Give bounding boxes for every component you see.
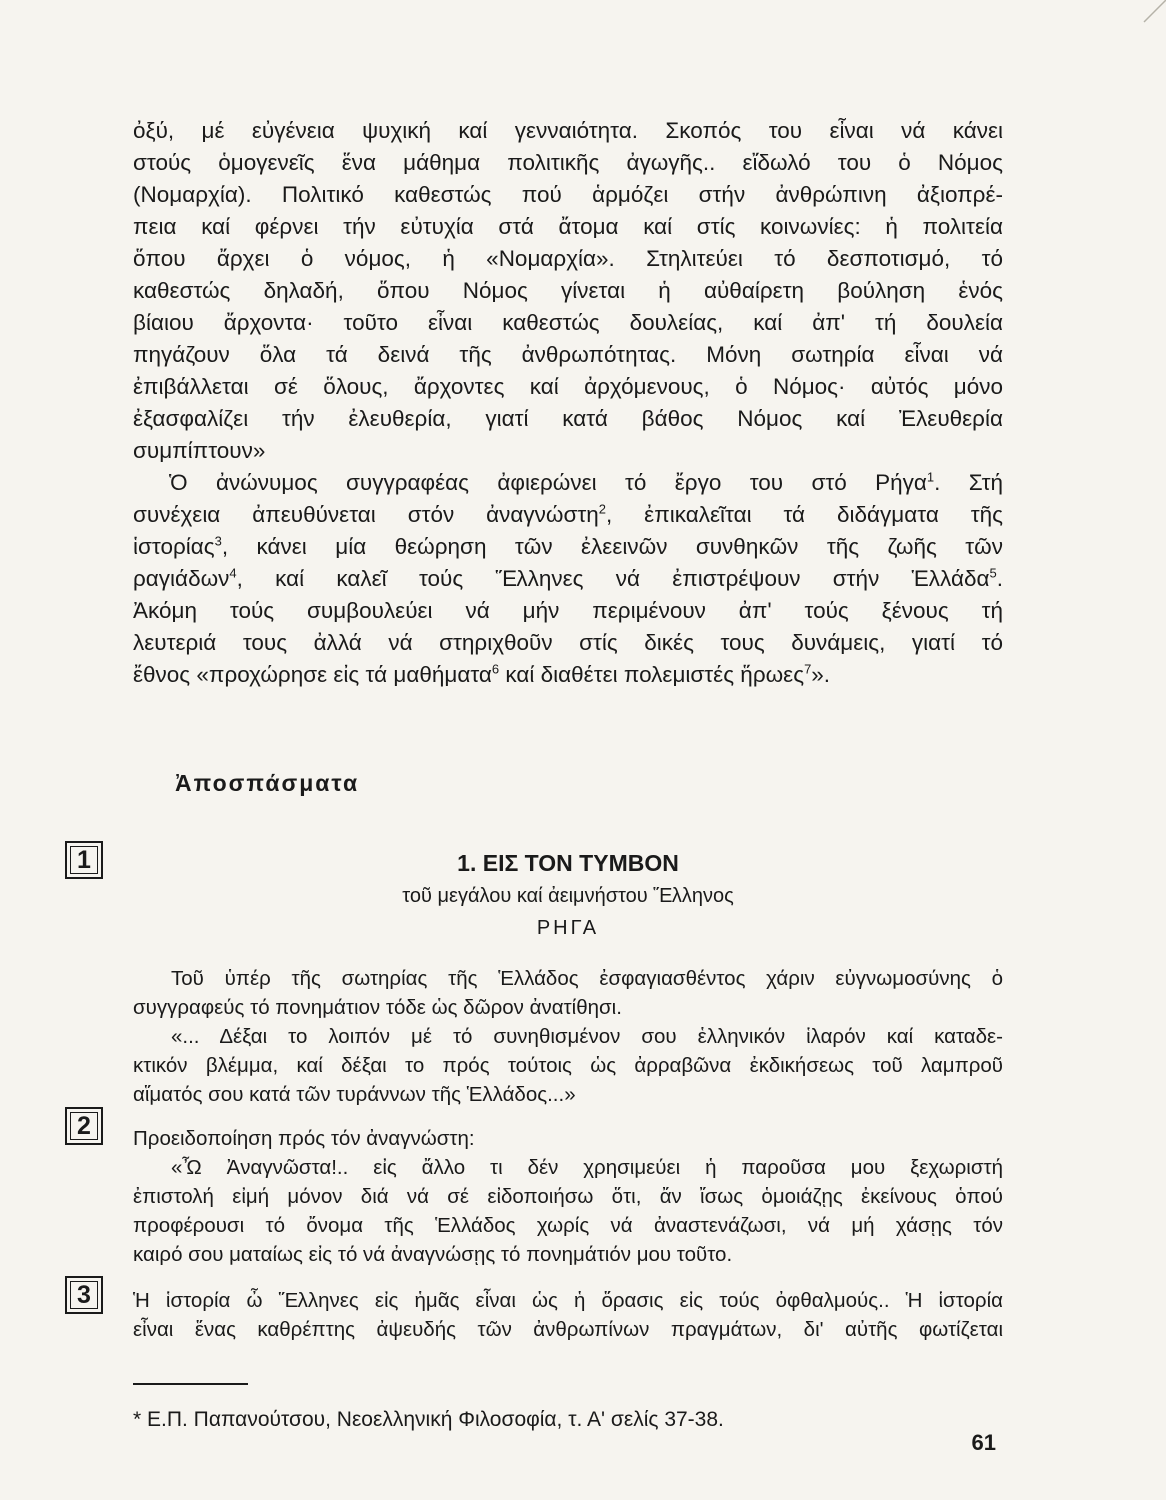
text-line: Ἀκόμη τούς συμβουλεύει νά μήν περιμένουν ἀπ' τούς ξένους τή xyxy=(133,598,1003,623)
text-run: ἔθνος «προχώρησε εἰς τά μαθήματα xyxy=(133,662,492,687)
text-line: πεια καί φέρνει τήν εὐτυχία στά ἄτομα καί στίς κοινωνίες: ἡ πολιτεία xyxy=(133,214,1003,239)
text-line: καθεστώς δηλαδή, ὅπου Νόμος γίνεται ἡ αὐθαίρετη βούληση ἑνός xyxy=(133,278,1003,303)
text-line: αἵματός σου κατά τῶν τυράννων τῆς Ἑλλάδος...» xyxy=(133,1083,576,1106)
excerpt-2 xyxy=(133,1124,1003,1269)
footnote-ref: 3 xyxy=(214,533,222,549)
text-line: Προειδοποίηση πρός τόν ἀναγνώστη: xyxy=(133,1127,475,1150)
excerpt-1 xyxy=(133,964,1003,1109)
text-line: κτικόν βλέμμα, καί δέξαι το πρός τούτοις ὡς ἀρραβῶνα ἐκδικήσεως τοῦ λαμπροῦ xyxy=(133,1054,1003,1077)
text-line: στούς ὁμογενεῖς ἕνα μάθημα πολιτικῆς ἀγωγῆς.. εἴδωλό του ὁ Νόμος xyxy=(133,150,1003,175)
excerpt-number-box xyxy=(65,1107,103,1145)
excerpt-3 xyxy=(133,1286,1003,1344)
text-run: . Στή xyxy=(934,470,1003,495)
box-number: 2 xyxy=(77,1111,91,1140)
text-run: ». xyxy=(811,662,831,687)
text-run: συνέχεια ἀπευθύνεται στόν ἀναγνώστη xyxy=(133,502,599,527)
text-line xyxy=(133,467,1003,499)
excerpt-dedicatee: ΡΗΓΑ xyxy=(536,917,600,939)
excerpt-number-box xyxy=(65,1276,103,1314)
excerpt-title: 1. ΕΙΣ ΤΟΝ ΤΥΜΒΟΝ xyxy=(457,850,679,876)
text-line: ἐπιστολή εἰμή μόνον διά νά σέ εἰδοποιήσω ὅτι, ἄν ἴσως ὁμοιάζῃς ἐκείνους ὁπού xyxy=(133,1185,1003,1208)
footnote-ref: 1 xyxy=(926,469,935,485)
text-run: , ἐπικαλεῖται τά διδάγματα τῆς xyxy=(606,502,1004,527)
text-line: ἐπιβάλλεται σέ ὅλους, ἄρχοντες καί ἀρχόμενους, ὁ Νόμος· αὐτός μόνο xyxy=(133,374,1003,399)
text-line xyxy=(133,531,1003,563)
text-line: συμπίπτουν» xyxy=(133,438,266,463)
footnote-ref: 2 xyxy=(598,501,607,517)
footnote-divider xyxy=(133,1383,248,1385)
text-line: Τοῦ ὑπέρ τῆς σωτηρίας τῆς Ἑλλάδος ἐσφαγιασθέντος χάριν εὐγνωμοσύνης ὁ xyxy=(171,967,1003,990)
box-number: 1 xyxy=(77,845,91,874)
excerpt-number-box xyxy=(65,841,103,879)
text-line: «... Δέξαι το λοιπόν μέ τό συνηθισμένον σου ἑλληνικόν ἱλαρόν καί καταδε- xyxy=(171,1025,1003,1048)
footnote-ref: 6 xyxy=(491,661,500,677)
text-line: ἐξασφαλίζει τήν ἐλευθερία, γιατί κατά βάθος Νόμος καί Ἐλευθερία xyxy=(133,406,1003,431)
text-run: ραγιάδων xyxy=(133,566,230,591)
text-line: βίαιου ἄρχοντα· τοῦτο εἶναι καθεστώς δουλείας, καί ἀπ' τή δουλεία xyxy=(133,310,1003,335)
text-line: πηγάζουν ὅλα τά δεινά τῆς ἀνθρωπότητας. Μόνη σωτηρία εἶναι νά xyxy=(133,342,1003,367)
text-run: , καί καλεῖ τούς Ἕλληνες νά ἐπιστρέψουν στήν Ἑλλάδα xyxy=(236,566,990,591)
section-heading: Ἀποσπάσματα xyxy=(175,770,360,796)
footnote-ref: 4 xyxy=(229,565,237,581)
footnote-ref: 7 xyxy=(804,661,812,677)
text-line xyxy=(133,659,1003,691)
text-run: , κάνει μία θεώρηση τῶν ἐλεεινῶν συνθηκῶν τῆς ζωῆς τῶν xyxy=(221,534,1003,559)
footnote: * Ε.Π. Παπανούτσου, Νεοελληνική Φιλοσοφία, τ. Α' σελίς 37-38. xyxy=(133,1408,724,1431)
text-line: ὀξύ, μέ εὐγένεια ψυχική καί γενναιότητα. Σκοπός του εἶναι νά κάνει xyxy=(133,118,1003,143)
box-number: 3 xyxy=(77,1280,91,1309)
text-line: (Νομαρχία). Πολιτικό καθεστώς πού ἁρμόζει στήν ἀνθρώπινη ἀξιοπρέ- xyxy=(133,182,1003,207)
page-number: 61 xyxy=(971,1430,996,1455)
corner-mark xyxy=(1126,0,1166,30)
excerpt-subtitle: τοῦ μεγάλου καί ἀειμνήστου Ἕλληνος xyxy=(402,885,734,907)
text-run: καί διαθέτει πολεμιστές ἥρωες xyxy=(499,662,805,687)
text-run: Ὁ ἀνώνυμος συγγραφέας ἀφιερώνει τό ἔργο του στό Ρήγα xyxy=(169,470,927,495)
text-line xyxy=(133,499,1003,531)
text-line: προφέρουσι τό ὄνομα τῆς Ἑλλάδος χωρίς νά ἀναστενάζωσι, νά μή χάσῃς τόν xyxy=(133,1214,1003,1237)
text-run: ἱστορίας xyxy=(133,534,215,559)
text-line: Ἡ ἱστορία ὦ Ἕλληνες εἰς ἡμᾶς εἶναι ὡς ἡ ὅρασις εἰς τούς ὀφθαλμούς.. Ἡ ἱστορία xyxy=(133,1289,1003,1312)
summary-paragraph xyxy=(133,467,1003,691)
text-line: ὅπου ἄρχει ὁ νόμος, ἡ «Νομαρχία». Στηλιτεύει τό δεσποτισμό, τό xyxy=(133,246,1003,271)
footnote-ref: 5 xyxy=(989,565,997,581)
intro-paragraph xyxy=(133,115,1003,467)
text-line: συγγραφεύς τό πονημάτιον τόδε ὡς δῶρον ἀνατίθησι. xyxy=(133,996,622,1019)
text-line: «Ὦ Ἀναγνῶστα!.. εἰς ἄλλο τι δέν χρησιμεύει ἡ παροῦσα μου ξεχωριστή xyxy=(171,1156,1003,1179)
text-line: λευτεριά τους ἀλλά νά στηριχθοῦν στίς δικές τους δυνάμεις, γιατί τό xyxy=(133,630,1003,655)
text-line xyxy=(133,563,1003,595)
text-line: καιρό σου ματαίως εἰς τό νά ἀναγνώσῃς τό πονημάτιόν μου τοῦτο. xyxy=(133,1243,733,1266)
text-run: . xyxy=(996,566,1003,591)
text-line: εἶναι ἕνας καθρέπτης ἀψευδής τῶν ἀνθρωπίνων πραγμάτων, δι' αὐτῆς φωτίζεται xyxy=(133,1318,1003,1341)
